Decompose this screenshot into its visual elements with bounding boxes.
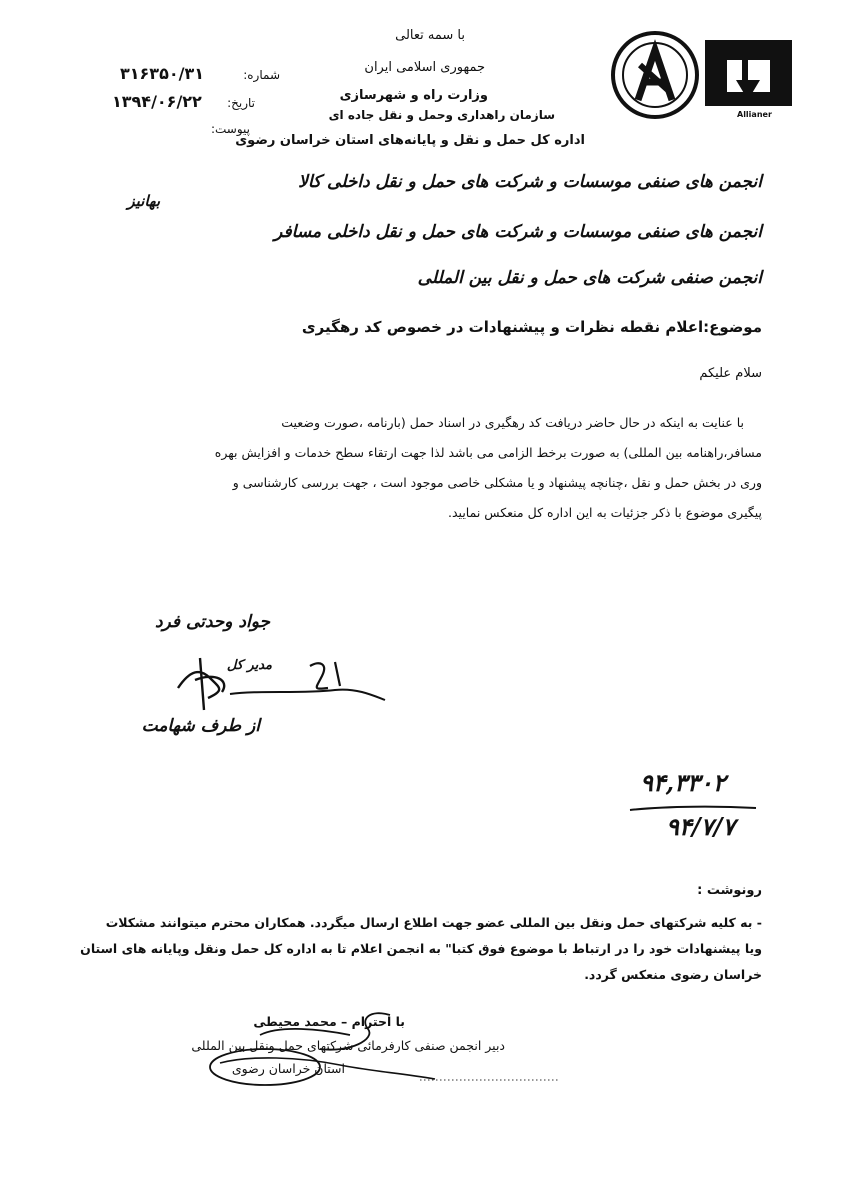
signature-scribble xyxy=(170,650,390,720)
signatory-name: جواد وحدتی فرد xyxy=(154,612,270,632)
header-organization: سازمان راهداری وحمل و نقل جاده ای xyxy=(328,108,555,122)
header-department: اداره کل حمل و نقل و پایانه‌های استان خراسان رضوی xyxy=(235,133,585,148)
body-line: با عنایت به اینکه در حال حاضر دریافت کد رهگیری در اسناد حمل (بارنامه ،صورت وضعیت xyxy=(281,415,744,430)
letter-date-label: تاریخ: xyxy=(227,96,255,110)
footer-position: دبیر انجمن صنفی کارفرمائی شرکتهای حمل ونقل بین المللی xyxy=(191,1038,505,1053)
letter-greeting: سلام علیکم xyxy=(699,366,762,381)
letter-number-label: شماره: xyxy=(243,68,280,82)
logo-caption: Allianer xyxy=(737,110,772,119)
footer-signature-scribble xyxy=(200,1005,440,1090)
margin-note: بهانیز xyxy=(127,192,160,210)
recipient-line-3: انجمن صنفی شرکت های حمل و نقل بین المللی xyxy=(417,268,762,288)
dotted-rule xyxy=(420,1078,560,1082)
recipient-line-2: انجمن های صنفی موسسات و شرکت های حمل و نقل داخلی مسافر xyxy=(274,222,762,242)
handwritten-underline xyxy=(628,804,758,812)
body-line: وری در بخش حمل و نقل ،چنانچه پیشنهاد و یا مشکلی خاصی موجود است ، جهت بررسی کارشناسی و xyxy=(232,475,762,490)
footer-province: استان خراسان رضوی xyxy=(231,1061,345,1076)
body-line: مسافر،راهنامه بین المللی) به صورت برخط الزامی می باشد لذا جهت ارتقاء سطح خدمات و افزایش بهره xyxy=(214,445,762,460)
cc-line: - به کلیه شرکتهای حمل ونقل بین المللی عضو جهت اطلاع ارسال میگردد. همکاران محترم میتوانند مشکلات xyxy=(105,915,762,930)
cc-line: خراسان رضوی منعکس گردد. xyxy=(584,967,762,982)
footer-respect: با احترام – محمد محیطی xyxy=(253,1014,405,1029)
signature-on-behalf: از طرف شهامت xyxy=(141,716,260,736)
handwritten-number-2: ۹۴/۷/۷ xyxy=(666,812,736,841)
handwritten-number-1: ۹۴,۳۳۰۲ xyxy=(640,768,726,797)
body-line: پیگیری موضوع با ذکر جزئیات به این اداره کل منعکس نمایید. xyxy=(448,505,762,520)
letter-body xyxy=(112,408,762,528)
cc-body xyxy=(72,910,762,988)
cc-label: رونوشت : xyxy=(697,883,762,898)
letter-number-value: ۳۱۶۳۵۰/۳۱ xyxy=(120,64,204,83)
header-invocation: با سمه تعالی xyxy=(395,28,465,43)
header-ministry: وزارت راه و شهرسازی xyxy=(339,88,488,103)
header-country: جمهوری اسلامی ایران xyxy=(364,60,485,75)
recipient-line-1: انجمن های صنفی موسسات و شرکت های حمل و نقل داخلی کالا xyxy=(298,172,762,192)
cc-line: ویا پیشنهادات خود را در ارتباط با موضوع فوق کتبا" به انجمن اعلام تا به اداره کل حمل ونقل وپایانه های استان xyxy=(80,941,762,956)
signature-title: مدیر کل xyxy=(226,658,272,673)
letter-subject: موضوع:اعلام نقطه نظرات و پیشنهادات در خصوص کد رهگیری xyxy=(301,318,762,336)
letter-attachment-label: پیوست: xyxy=(210,122,250,136)
letter-date-value: ۱۳۹۴/۰۶/۲۲ xyxy=(112,92,202,111)
